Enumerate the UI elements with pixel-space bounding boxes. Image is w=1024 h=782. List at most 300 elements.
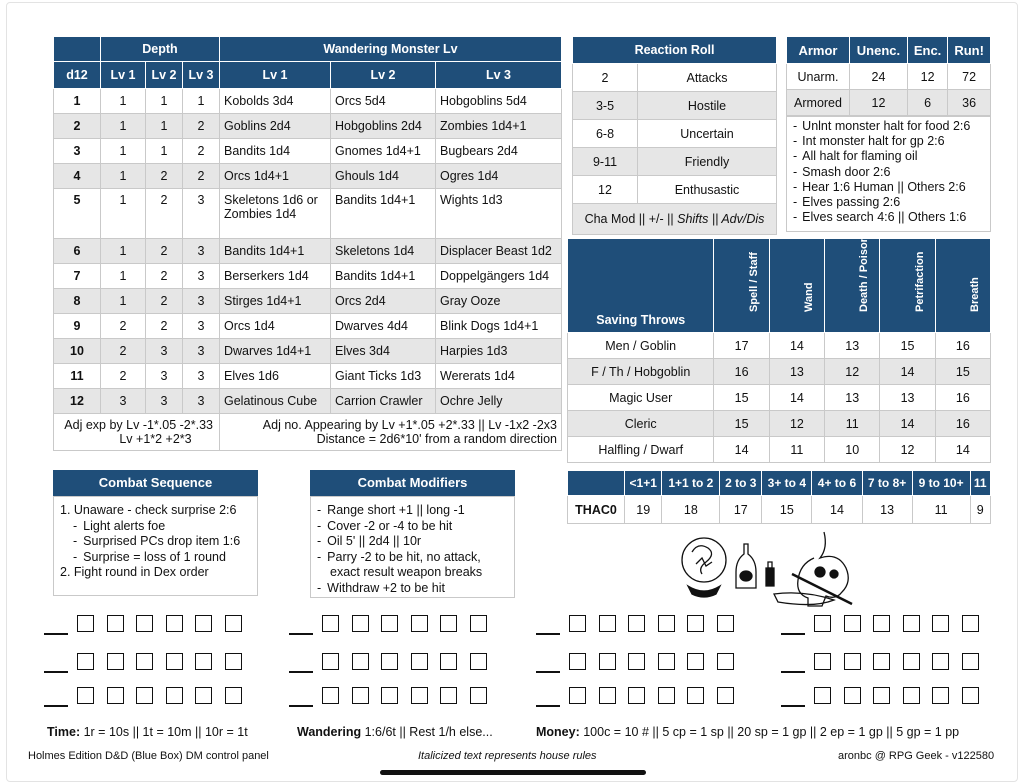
monster-row bbox=[54, 339, 562, 364]
tracker-checkbox[interactable] bbox=[658, 615, 675, 632]
saving-value-cell: 14 bbox=[714, 437, 769, 463]
saving-value-cell: 16 bbox=[714, 359, 769, 385]
tracker-row bbox=[536, 615, 746, 635]
tracker-checkbox[interactable] bbox=[166, 653, 183, 670]
thac0-label: THAC0 bbox=[568, 496, 625, 524]
depth-cell: 1 bbox=[101, 289, 146, 314]
reaction-row bbox=[573, 176, 777, 204]
thac0-header: 1+1 to 2 bbox=[662, 471, 720, 496]
adj-appearing-note: Adj no. Appearing by Lv +1*.05 +2*.33 || Lv -1x2 -2x3 Distance = 2d6*10' from a random direction bbox=[220, 414, 562, 451]
monster-lv3-header: Lv 3 bbox=[436, 62, 562, 89]
tracker-checkbox[interactable] bbox=[599, 687, 616, 704]
monster-cell: Gnomes 1d4+1 bbox=[331, 139, 436, 164]
saving-value-cell: 11 bbox=[825, 411, 880, 437]
monster-row bbox=[54, 189, 562, 239]
tracker-checkbox[interactable] bbox=[932, 687, 949, 704]
tracker-checkbox[interactable] bbox=[77, 653, 94, 670]
armor-cell: 12 bbox=[907, 64, 947, 90]
tracker-checkbox[interactable] bbox=[470, 687, 487, 704]
monster-cell: Doppelgängers 1d4 bbox=[436, 264, 562, 289]
tracker-checkbox[interactable] bbox=[195, 653, 212, 670]
thac0-header: 4+ to 6 bbox=[812, 471, 862, 496]
saving-column-label: Breath bbox=[968, 277, 981, 312]
combat-sequence-box bbox=[53, 496, 258, 596]
tracker-checkbox[interactable] bbox=[873, 653, 890, 670]
saving-value-cell: 13 bbox=[825, 333, 880, 359]
monster-cell: Kobolds 3d4 bbox=[220, 89, 331, 114]
tracker-checkbox[interactable] bbox=[322, 687, 339, 704]
armor-cell: Armored bbox=[787, 90, 850, 116]
armor-row bbox=[787, 64, 991, 90]
tracker-row bbox=[44, 687, 254, 707]
monster-row bbox=[54, 289, 562, 314]
armor-cell: 12 bbox=[850, 90, 908, 116]
tracker-checkbox[interactable] bbox=[873, 615, 890, 632]
saving-value-cell: 14 bbox=[880, 359, 935, 385]
combat-modifiers-title: Combat Modifiers bbox=[310, 470, 515, 496]
tracker-checkbox[interactable] bbox=[381, 615, 398, 632]
tracker-row bbox=[781, 653, 991, 673]
tracker-checkbox[interactable] bbox=[77, 687, 94, 704]
tracker-row bbox=[289, 615, 499, 635]
combat-modifiers-box bbox=[310, 496, 515, 598]
time-note: Time: 1r = 10s || 1t = 10m || 10r = 1t bbox=[47, 725, 248, 739]
tracker-checkbox[interactable] bbox=[440, 687, 457, 704]
saving-class-cell: Magic User bbox=[568, 385, 714, 411]
saving-value-cell: 12 bbox=[825, 359, 880, 385]
armor-cell: 24 bbox=[850, 64, 908, 90]
tracker-checkbox[interactable] bbox=[717, 687, 734, 704]
tracker-checkbox[interactable] bbox=[628, 687, 645, 704]
saving-value-cell: 15 bbox=[714, 385, 769, 411]
tracker-checkbox[interactable] bbox=[107, 615, 124, 632]
monster-row bbox=[54, 314, 562, 339]
monster-row bbox=[54, 164, 562, 189]
armor-table bbox=[786, 36, 991, 116]
monster-cell: Dwarves 1d4+1 bbox=[220, 339, 331, 364]
reaction-roll-table bbox=[572, 36, 777, 235]
monster-cell: Harpies 1d3 bbox=[436, 339, 562, 364]
saving-column-header bbox=[714, 239, 769, 333]
wandering-note: Wandering 1:6/6t || Rest 1/h else... bbox=[297, 725, 493, 739]
reaction-row bbox=[573, 92, 777, 120]
tracker-row bbox=[536, 687, 746, 707]
tracker-checkbox[interactable] bbox=[470, 615, 487, 632]
reaction-roll-cell: 2 bbox=[573, 64, 638, 92]
saving-value-cell: 10 bbox=[825, 437, 880, 463]
saving-value-cell: 11 bbox=[769, 437, 824, 463]
tracker-checkbox[interactable] bbox=[440, 615, 457, 632]
tracker-checkbox[interactable] bbox=[166, 615, 183, 632]
thac0-value: 9 bbox=[970, 496, 991, 524]
depth-lv2-header: Lv 2 bbox=[146, 62, 183, 89]
depth-cell: 3 bbox=[146, 389, 183, 414]
monster-cell: Orcs 1d4 bbox=[220, 314, 331, 339]
monster-cell: Bandits 1d4+1 bbox=[331, 264, 436, 289]
reaction-roll-cell: 6-8 bbox=[573, 120, 638, 148]
roll-cell: 7 bbox=[54, 264, 101, 289]
thac0-value: 18 bbox=[662, 496, 720, 524]
modifier-item: - Cover -2 or -4 to be hit bbox=[311, 519, 514, 535]
depth-cell: 3 bbox=[183, 389, 220, 414]
depth-cell: 2 bbox=[101, 339, 146, 364]
house-rules-note: Italicized text represents house rules bbox=[418, 750, 597, 762]
depth-cell: 3 bbox=[183, 189, 220, 239]
depth-cell: 2 bbox=[101, 364, 146, 389]
thac0-table bbox=[567, 470, 991, 524]
monster-row bbox=[54, 239, 562, 264]
thac0-value: 14 bbox=[812, 496, 862, 524]
depth-cell: 2 bbox=[183, 139, 220, 164]
depth-cell: 3 bbox=[183, 364, 220, 389]
tracker-checkbox[interactable] bbox=[195, 615, 212, 632]
thac0-header: 11 bbox=[970, 471, 991, 496]
saving-column-label: Death / Poison bbox=[858, 235, 871, 312]
monster-cell: Orcs 1d4+1 bbox=[220, 164, 331, 189]
monster-row bbox=[54, 114, 562, 139]
monster-cell: Skeletons 1d6 or Zombies 1d4 bbox=[220, 189, 331, 239]
tracker-row bbox=[44, 615, 254, 635]
saving-column-label: Wand bbox=[802, 282, 815, 312]
tracker-checkbox[interactable] bbox=[352, 653, 369, 670]
monster-cell: Wights 1d3 bbox=[436, 189, 562, 239]
tracker-checkbox[interactable] bbox=[687, 687, 704, 704]
armor-cell: Unarm. bbox=[787, 64, 850, 90]
tracker-checkbox[interactable] bbox=[658, 653, 675, 670]
modifier-item: - Parry -2 to be hit, no attack, bbox=[311, 550, 514, 566]
depth-cell: 2 bbox=[146, 289, 183, 314]
saving-class-cell: F / Th / Hobgoblin bbox=[568, 359, 714, 385]
roll-cell: 12 bbox=[54, 389, 101, 414]
armor-note: - Hear 1:6 Human || Others 2:6 bbox=[793, 180, 990, 195]
roll-cell: 6 bbox=[54, 239, 101, 264]
depth-cell: 1 bbox=[146, 139, 183, 164]
tracker-checkbox[interactable] bbox=[107, 687, 124, 704]
tracker-checkbox[interactable] bbox=[225, 687, 242, 704]
armor-header: Run! bbox=[948, 37, 991, 64]
monster-lv1-header: Lv 1 bbox=[220, 62, 331, 89]
tracker-checkbox[interactable] bbox=[814, 653, 831, 670]
monster-cell: Bandits 1d4+1 bbox=[331, 189, 436, 239]
combat-sequence-title: Combat Sequence bbox=[53, 470, 258, 496]
tracker-checkbox[interactable] bbox=[903, 653, 920, 670]
depth-cell: 2 bbox=[146, 189, 183, 239]
saving-value-cell: 14 bbox=[769, 385, 824, 411]
tracker-write-line[interactable] bbox=[536, 633, 560, 635]
monster-cell: Orcs 2d4 bbox=[331, 289, 436, 314]
depth-lv3-header: Lv 3 bbox=[183, 62, 220, 89]
tracker-checkbox[interactable] bbox=[814, 687, 831, 704]
tracker-checkbox[interactable] bbox=[411, 687, 428, 704]
monster-cell: Bandits 1d4 bbox=[220, 139, 331, 164]
monster-cell: Hobgoblins 5d4 bbox=[436, 89, 562, 114]
tracker-checkbox[interactable] bbox=[873, 687, 890, 704]
tracker-write-line[interactable] bbox=[289, 633, 313, 635]
monster-cell: Blink Dogs 1d4+1 bbox=[436, 314, 562, 339]
tracker-checkbox[interactable] bbox=[381, 653, 398, 670]
tracker-checkbox[interactable] bbox=[628, 615, 645, 632]
tracker-checkbox[interactable] bbox=[932, 615, 949, 632]
combat-step-1: 1. Unaware - check surprise 2:6 bbox=[60, 503, 237, 517]
saving-value-cell: 14 bbox=[880, 411, 935, 437]
d12-header: d12 bbox=[54, 62, 101, 89]
saving-throws-table bbox=[567, 235, 991, 463]
modifier-item: - Range short +1 || long -1 bbox=[311, 503, 514, 519]
tracker-row bbox=[781, 615, 991, 635]
tracker-write-line[interactable] bbox=[781, 705, 805, 707]
depth-cell: 3 bbox=[146, 364, 183, 389]
roll-cell: 2 bbox=[54, 114, 101, 139]
depth-cell: 2 bbox=[146, 264, 183, 289]
saving-class-cell: Halfling / Dwarf bbox=[568, 437, 714, 463]
depth-cell: 2 bbox=[183, 164, 220, 189]
saving-row bbox=[568, 411, 991, 437]
roll-cell: 5 bbox=[54, 189, 101, 239]
combat-sub-2: - Surprised PCs drop item 1:6 bbox=[54, 534, 257, 550]
tracker-checkbox[interactable] bbox=[658, 687, 675, 704]
tracker-checkbox[interactable] bbox=[107, 653, 124, 670]
adj-exp-note: Adj exp by Lv -1*.05 -2*.33 Lv +1*2 +2*3 bbox=[54, 414, 220, 451]
armor-note: - Elves search 4:6 || Others 1:6 bbox=[793, 210, 990, 225]
armor-header: Armor bbox=[787, 37, 850, 64]
modifier-item: - Oil 5' || 2d4 || 10r bbox=[311, 534, 514, 550]
tracker-checkbox[interactable] bbox=[962, 687, 979, 704]
tracker-checkbox[interactable] bbox=[136, 615, 153, 632]
monster-cell: Zombies 1d4+1 bbox=[436, 114, 562, 139]
reaction-row bbox=[573, 148, 777, 176]
depth-cell: 1 bbox=[101, 189, 146, 239]
tracker-checkbox[interactable] bbox=[225, 653, 242, 670]
tracker-checkbox[interactable] bbox=[136, 687, 153, 704]
tracker-checkbox[interactable] bbox=[599, 653, 616, 670]
tracker-checkbox[interactable] bbox=[136, 653, 153, 670]
depth-cell: 1 bbox=[101, 264, 146, 289]
combat-sub-3: - Surprise = loss of 1 round bbox=[54, 550, 257, 566]
tracker-row bbox=[781, 687, 991, 707]
home-indicator[interactable] bbox=[380, 770, 646, 775]
reaction-result-cell: Friendly bbox=[638, 148, 777, 176]
money-note: Money: 100c = 10 # || 5 cp = 1 sp || 20 sp = 1 gp || 2 ep = 1 gp || 5 gp = 1 pp bbox=[536, 725, 960, 739]
tracker-row bbox=[44, 653, 254, 673]
reaction-result-cell: Uncertain bbox=[638, 120, 777, 148]
depth-cell: 2 bbox=[146, 164, 183, 189]
armor-row bbox=[787, 90, 991, 116]
roll-cell: 10 bbox=[54, 339, 101, 364]
monster-cell: Bugbears 2d4 bbox=[436, 139, 562, 164]
depth-cell: 2 bbox=[101, 314, 146, 339]
tracker-checkbox[interactable] bbox=[225, 615, 242, 632]
monster-cell: Elves 3d4 bbox=[331, 339, 436, 364]
depth-cell: 2 bbox=[146, 239, 183, 264]
tracker-checkbox[interactable] bbox=[569, 687, 586, 704]
monster-cell: Goblins 2d4 bbox=[220, 114, 331, 139]
saving-value-cell: 13 bbox=[769, 359, 824, 385]
tracker-checkbox[interactable] bbox=[687, 615, 704, 632]
tracker-checkbox[interactable] bbox=[844, 615, 861, 632]
saving-value-cell: 12 bbox=[880, 437, 935, 463]
reaction-roll-cell: 12 bbox=[573, 176, 638, 204]
tracker-write-line[interactable] bbox=[44, 705, 68, 707]
reaction-result-cell: Enthusastic bbox=[638, 176, 777, 204]
tracker-write-line[interactable] bbox=[44, 633, 68, 635]
monster-row bbox=[54, 139, 562, 164]
monster-cell: Ochre Jelly bbox=[436, 389, 562, 414]
tracker-checkbox[interactable] bbox=[599, 615, 616, 632]
depth-cell: 2 bbox=[146, 314, 183, 339]
tracker-write-line[interactable] bbox=[536, 671, 560, 673]
depth-cell: 3 bbox=[183, 239, 220, 264]
tracker-checkbox[interactable] bbox=[962, 653, 979, 670]
panel-title: Holmes Edition D&D (Blue Box) DM control panel bbox=[28, 750, 269, 762]
tracker-row bbox=[289, 687, 499, 707]
roll-cell: 3 bbox=[54, 139, 101, 164]
depth-cell: 1 bbox=[101, 114, 146, 139]
tracker-checkbox[interactable] bbox=[717, 615, 734, 632]
thac0-header: 3+ to 4 bbox=[762, 471, 812, 496]
armor-notes bbox=[786, 116, 991, 232]
thac0-value: 17 bbox=[720, 496, 762, 524]
tracker-write-line[interactable] bbox=[289, 705, 313, 707]
depth-cell: 1 bbox=[183, 89, 220, 114]
tracker-checkbox[interactable] bbox=[903, 687, 920, 704]
saving-value-cell: 13 bbox=[825, 385, 880, 411]
saving-row bbox=[568, 385, 991, 411]
thac0-value: 13 bbox=[862, 496, 912, 524]
combat-step-2: 2. Fight round in Dex order bbox=[60, 565, 209, 580]
armor-note: - Smash door 2:6 bbox=[793, 165, 990, 180]
tracker-checkbox[interactable] bbox=[687, 653, 704, 670]
thac0-header: 2 to 3 bbox=[720, 471, 762, 496]
tracker-checkbox[interactable] bbox=[381, 687, 398, 704]
monster-row bbox=[54, 389, 562, 414]
saving-column-header bbox=[880, 239, 935, 333]
tracker-write-line[interactable] bbox=[781, 633, 805, 635]
tracker-write-line[interactable] bbox=[44, 671, 68, 673]
armor-header: Unenc. bbox=[850, 37, 908, 64]
tracker-checkbox[interactable] bbox=[569, 615, 586, 632]
armor-cell: 6 bbox=[907, 90, 947, 116]
tracker-checkbox[interactable] bbox=[411, 653, 428, 670]
depth-cell: 1 bbox=[101, 239, 146, 264]
tracker-checkbox[interactable] bbox=[962, 615, 979, 632]
saving-value-cell: 15 bbox=[935, 359, 990, 385]
saving-row bbox=[568, 437, 991, 463]
monster-cell: Bandits 1d4+1 bbox=[220, 239, 331, 264]
depth-cell: 3 bbox=[183, 339, 220, 364]
tracker-checkbox[interactable] bbox=[470, 653, 487, 670]
saving-value-cell: 13 bbox=[880, 385, 935, 411]
monster-row bbox=[54, 264, 562, 289]
modifier-item: - Withdraw +2 to be hit bbox=[311, 581, 514, 597]
thac0-value: 11 bbox=[912, 496, 970, 524]
tracker-checkbox[interactable] bbox=[352, 615, 369, 632]
depth-header: Depth bbox=[101, 37, 220, 62]
depth-cell: 1 bbox=[146, 114, 183, 139]
tracker-checkbox[interactable] bbox=[77, 615, 94, 632]
depth-cell: 1 bbox=[146, 89, 183, 114]
tracker-checkbox[interactable] bbox=[844, 687, 861, 704]
tracker-checkbox[interactable] bbox=[322, 615, 339, 632]
armor-note: - Unlnt monster halt for food 2:6 bbox=[793, 119, 990, 134]
saving-value-cell: 16 bbox=[935, 333, 990, 359]
reaction-row bbox=[573, 120, 777, 148]
depth-cell: 2 bbox=[183, 114, 220, 139]
saving-row bbox=[568, 333, 991, 359]
monster-cell: Berserkers 1d4 bbox=[220, 264, 331, 289]
depth-lv1-header: Lv 1 bbox=[101, 62, 146, 89]
roll-cell: 8 bbox=[54, 289, 101, 314]
monster-cell: Gelatinous Cube bbox=[220, 389, 331, 414]
saving-value-cell: 16 bbox=[935, 385, 990, 411]
reaction-roll-cell: 9-11 bbox=[573, 148, 638, 176]
reaction-roll-title: Reaction Roll bbox=[573, 37, 777, 64]
modifier-item-continued: exact result weapon breaks bbox=[330, 565, 483, 580]
tracker-checkbox[interactable] bbox=[411, 615, 428, 632]
roll-cell: 11 bbox=[54, 364, 101, 389]
depth-cell: 3 bbox=[183, 314, 220, 339]
saving-value-cell: 15 bbox=[880, 333, 935, 359]
tracker-checkbox[interactable] bbox=[903, 615, 920, 632]
tracker-checkbox[interactable] bbox=[352, 687, 369, 704]
thac0-header: <1+1 bbox=[625, 471, 662, 496]
monster-cell: Skeletons 1d4 bbox=[331, 239, 436, 264]
saving-class-cell: Cleric bbox=[568, 411, 714, 437]
roll-cell: 1 bbox=[54, 89, 101, 114]
tracker-checkbox[interactable] bbox=[166, 687, 183, 704]
saving-value-cell: 15 bbox=[714, 411, 769, 437]
reaction-result-cell: Hostile bbox=[638, 92, 777, 120]
combat-sub-1: - Light alerts foe bbox=[54, 519, 257, 535]
depth-cell: 1 bbox=[101, 164, 146, 189]
thac0-value: 15 bbox=[762, 496, 812, 524]
thac0-value: 19 bbox=[625, 496, 662, 524]
armor-note: - Int monster halt for gp 2:6 bbox=[793, 134, 990, 149]
saving-value-cell: 14 bbox=[935, 437, 990, 463]
tracker-checkbox[interactable] bbox=[844, 653, 861, 670]
reaction-roll-cell: 3-5 bbox=[573, 92, 638, 120]
roll-cell: 9 bbox=[54, 314, 101, 339]
monster-cell: Gray Ooze bbox=[436, 289, 562, 314]
reaction-result-cell: Attacks bbox=[638, 64, 777, 92]
tracker-checkbox[interactable] bbox=[932, 653, 949, 670]
tracker-checkbox[interactable] bbox=[440, 653, 457, 670]
thac0-header: 9 to 10+ bbox=[912, 471, 970, 496]
armor-cell: 36 bbox=[948, 90, 991, 116]
depth-cell: 3 bbox=[183, 289, 220, 314]
depth-cell: 3 bbox=[101, 389, 146, 414]
monster-row bbox=[54, 89, 562, 114]
saving-throws-title: Saving Throws bbox=[568, 239, 714, 333]
armor-note: - Elves passing 2:6 bbox=[793, 195, 990, 210]
tracker-checkbox[interactable] bbox=[628, 653, 645, 670]
tracker-write-line[interactable] bbox=[289, 671, 313, 673]
tracker-checkbox[interactable] bbox=[717, 653, 734, 670]
tracker-write-line[interactable] bbox=[781, 671, 805, 673]
tracker-write-line[interactable] bbox=[536, 705, 560, 707]
monster-cell: Carrion Crawler bbox=[331, 389, 436, 414]
tracker-checkbox[interactable] bbox=[195, 687, 212, 704]
tracker-checkbox[interactable] bbox=[322, 653, 339, 670]
monster-cell: Ghouls 1d4 bbox=[331, 164, 436, 189]
saving-column-label: Petrifaction bbox=[913, 251, 926, 312]
tracker-checkbox[interactable] bbox=[569, 653, 586, 670]
tracker-checkbox[interactable] bbox=[814, 615, 831, 632]
thac0-header: 7 to 8+ bbox=[862, 471, 912, 496]
saving-value-cell: 12 bbox=[769, 411, 824, 437]
monster-lv2-header: Lv 2 bbox=[331, 62, 436, 89]
monster-cell: Displacer Beast 1d2 bbox=[436, 239, 562, 264]
depth-cell: 3 bbox=[146, 339, 183, 364]
